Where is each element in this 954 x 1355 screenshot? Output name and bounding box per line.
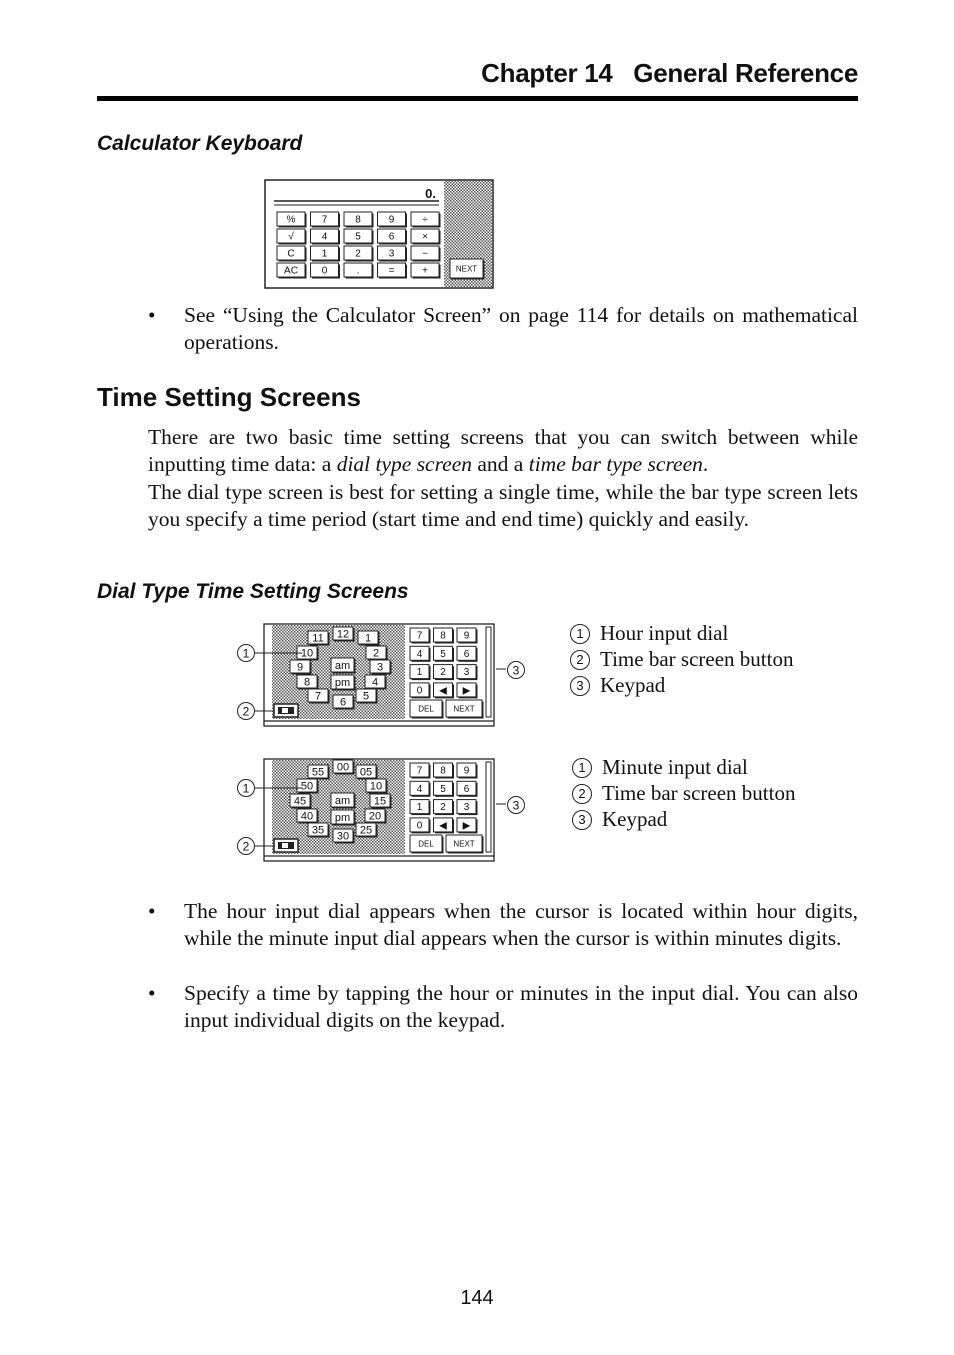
keypad[interactable] [408, 625, 486, 719]
dial-value[interactable] [308, 631, 330, 646]
svg-text:11: 11 [312, 632, 324, 645]
svg-text:8: 8 [440, 765, 446, 777]
svg-text:55: 55 [311, 766, 325, 779]
dial-value[interactable] [333, 829, 355, 844]
para1-em-dial: dial type screen [336, 452, 473, 477]
calculator-key[interactable] [378, 212, 408, 228]
calculator-keyboard-image [264, 179, 496, 291]
svg-text:20: 20 [368, 810, 382, 823]
svg-text:2: 2 [372, 647, 380, 660]
svg-text:9: 9 [463, 630, 470, 642]
legend-text: Keypad [602, 807, 668, 831]
calculator-key[interactable] [277, 212, 307, 228]
calculator-next-button[interactable] [450, 259, 485, 280]
scrollbar[interactable] [486, 627, 491, 717]
am-button[interactable] [331, 658, 356, 674]
svg-text:2: 2 [355, 248, 361, 260]
callout-3 [496, 797, 525, 814]
hour-legend-item [570, 646, 793, 672]
calculator-key[interactable] [411, 246, 441, 262]
svg-text:0: 0 [416, 820, 423, 832]
svg-text:7: 7 [321, 214, 328, 226]
svg-text:1: 1 [242, 781, 250, 796]
svg-text:◀: ◀ [439, 685, 447, 697]
legend-text: Minute input dial [602, 755, 748, 779]
chapter-title: Chapter 14 General Reference [481, 58, 858, 88]
bullet-dot: • [148, 981, 156, 1005]
legend-number: 3 [572, 810, 592, 830]
svg-text:+: + [422, 265, 428, 277]
keypad-key[interactable] [434, 800, 455, 816]
calculator-key[interactable] [311, 263, 341, 279]
svg-text:pm: pm [334, 676, 351, 689]
svg-text:45: 45 [293, 795, 307, 808]
svg-text:3: 3 [463, 802, 470, 814]
svg-text:10: 10 [300, 647, 314, 660]
keypad-key[interactable] [457, 781, 478, 797]
dial-bullet-1-text: The hour input dial appears when the cursor is located within hour digits, while the minute input dial appears when the cursor is within minutes digits. [184, 899, 858, 951]
calculator-display-value: 0. [425, 186, 436, 201]
svg-text:5: 5 [362, 690, 370, 703]
keypad-key[interactable] [457, 665, 478, 681]
dial-value[interactable] [297, 809, 319, 824]
legend-text: Keypad [600, 673, 666, 697]
svg-text:▶: ▶ [462, 820, 471, 832]
bullet-dot: • [148, 899, 156, 923]
svg-text:00: 00 [336, 761, 350, 774]
keypad-key[interactable] [410, 683, 431, 699]
keypad-key[interactable] [410, 800, 431, 816]
callout-3 [496, 662, 525, 679]
calculator-key[interactable] [277, 229, 307, 245]
svg-text:%: % [286, 214, 296, 226]
svg-text:×: × [422, 231, 428, 243]
svg-text:√: √ [288, 231, 294, 243]
svg-text:2: 2 [440, 802, 446, 814]
minute-legend [572, 754, 795, 832]
svg-text:4: 4 [416, 648, 423, 660]
dial-screens-heading: Dial Type Time Setting Screens [97, 580, 409, 603]
keypad-key[interactable] [410, 763, 431, 779]
svg-text:▶: ▶ [462, 685, 471, 697]
calculator-key[interactable] [378, 229, 408, 245]
svg-text:0: 0 [416, 685, 423, 697]
calculator-key[interactable] [277, 246, 307, 262]
hour-dial-screen-image [234, 619, 534, 731]
svg-text:4: 4 [371, 676, 379, 689]
calculator-key[interactable] [311, 212, 341, 228]
svg-text:1: 1 [416, 667, 423, 679]
calculator-key[interactable] [344, 229, 374, 245]
svg-text:6: 6 [388, 231, 395, 243]
svg-text:6: 6 [463, 648, 470, 660]
svg-text:=: = [388, 265, 395, 277]
legend-number: 3 [570, 676, 590, 696]
svg-text:8: 8 [303, 676, 311, 689]
calculator-key[interactable] [344, 246, 374, 262]
keypad-key[interactable] [457, 818, 478, 834]
svg-text:50: 50 [300, 780, 314, 793]
dial-bullet-1 [148, 898, 858, 953]
svg-text:8: 8 [355, 214, 361, 226]
svg-text:am: am [334, 659, 351, 672]
pm-button[interactable] [331, 675, 356, 691]
svg-text:7: 7 [416, 630, 423, 642]
bullet-dot: • [148, 303, 156, 327]
svg-text:NEXT: NEXT [453, 839, 475, 849]
svg-text:pm: pm [334, 811, 351, 824]
next-button[interactable] [446, 835, 484, 854]
keypad-key[interactable] [434, 781, 455, 797]
time-setting-paragraph-2: The dial type screen is best for setting a single time, while the bar type screen lets you specify a time period (start time and end time) quickly and easily. [148, 480, 858, 532]
legend-number: 2 [572, 784, 592, 804]
svg-text:3: 3 [512, 798, 520, 813]
calculator-key[interactable] [378, 246, 408, 262]
minute-legend-item [572, 806, 795, 832]
svg-text:12: 12 [336, 628, 350, 641]
svg-text:3: 3 [512, 663, 520, 678]
dial-value[interactable] [356, 823, 378, 838]
legend-number: 2 [570, 650, 590, 670]
time-bar-screen-button[interactable] [274, 839, 298, 852]
dial-value[interactable] [297, 779, 319, 794]
keypad-key[interactable] [434, 683, 455, 699]
keypad-key[interactable] [434, 818, 455, 834]
svg-text:35: 35 [311, 824, 325, 837]
svg-text:1: 1 [321, 248, 328, 260]
pm-button[interactable] [331, 810, 356, 826]
calculator-key[interactable] [277, 263, 307, 279]
hour-legend-item [570, 620, 793, 646]
calculator-key[interactable] [411, 212, 441, 228]
para1-text-c: . [702, 452, 709, 477]
keypad-key[interactable] [457, 683, 478, 699]
para1-em-bar: time bar type screen [528, 452, 703, 477]
dial-bullet-2 [148, 980, 858, 1035]
dial-bullet-2-text: Specify a time by tapping the hour or minutes in the input dial. You can also input individual digits on the keypad. [184, 981, 858, 1033]
minute-legend-item [572, 754, 795, 780]
keypad-key[interactable] [410, 646, 431, 662]
minute-dial-screen-image [234, 754, 534, 866]
dial-value[interactable] [290, 794, 312, 809]
dial-value[interactable] [333, 627, 355, 642]
svg-text:4: 4 [321, 231, 328, 243]
keypad-key[interactable] [410, 665, 431, 681]
dial-value[interactable] [366, 646, 388, 661]
svg-text:5: 5 [440, 648, 446, 660]
dial-value[interactable] [308, 823, 330, 838]
svg-text:am: am [334, 794, 351, 807]
svg-text:5: 5 [355, 231, 361, 243]
hour-legend-item [570, 672, 793, 698]
legend-number: 1 [572, 758, 592, 778]
svg-text:3: 3 [388, 248, 395, 260]
svg-text:1: 1 [242, 646, 250, 661]
minute-legend-item [572, 780, 795, 806]
svg-text:◀: ◀ [439, 820, 447, 832]
time-setting-paragraph-1 [148, 424, 858, 479]
svg-text:3: 3 [376, 661, 384, 674]
keypad-key[interactable] [434, 763, 455, 779]
svg-text:10: 10 [369, 780, 383, 793]
svg-text:DEL: DEL [418, 839, 434, 849]
svg-text:9: 9 [388, 214, 395, 226]
keypad-key[interactable] [434, 646, 455, 662]
dial-value[interactable] [290, 660, 312, 675]
keypad-key[interactable] [410, 818, 431, 834]
svg-text:NEXT: NEXT [453, 704, 475, 714]
svg-text:15: 15 [373, 795, 387, 808]
dial-value[interactable] [297, 675, 319, 690]
dial-value[interactable] [308, 689, 330, 704]
svg-text:2: 2 [440, 667, 446, 679]
svg-text:0: 0 [321, 265, 328, 277]
legend-text: Hour input dial [600, 621, 729, 645]
para1-text-b: and a [472, 452, 529, 477]
svg-text:6: 6 [463, 783, 470, 795]
svg-text:DEL: DEL [418, 704, 434, 714]
dial-value[interactable] [333, 695, 355, 710]
calculator-key[interactable] [311, 229, 341, 245]
svg-text:40: 40 [300, 810, 314, 823]
keypad[interactable] [408, 760, 486, 854]
calculator-key[interactable] [411, 263, 441, 279]
calculator-key[interactable] [344, 212, 374, 228]
keypad-key[interactable] [457, 628, 478, 644]
keypad-key[interactable] [457, 646, 478, 662]
svg-text:C: C [287, 248, 295, 260]
legend-text: Time bar screen button [602, 781, 796, 805]
calculator-key[interactable] [411, 229, 441, 245]
svg-text:.: . [356, 265, 360, 277]
dial-value[interactable] [356, 689, 378, 704]
svg-text:3: 3 [463, 667, 470, 679]
svg-text:5: 5 [440, 783, 446, 795]
legend-text: Time bar screen button [600, 647, 794, 671]
calculator-bullet-text: See “Using the Calculator Screen” on page 114 for details on mathematical operations. [184, 303, 858, 355]
calculator-heading: Calculator Keyboard [97, 132, 303, 155]
svg-text:9: 9 [296, 661, 304, 674]
svg-text:05: 05 [359, 766, 373, 779]
hour-legend [570, 620, 793, 698]
am-button[interactable] [331, 793, 356, 809]
svg-text:7: 7 [314, 690, 322, 703]
del-button[interactable] [410, 835, 444, 854]
svg-text:30: 30 [336, 830, 350, 843]
calculator-key[interactable] [311, 246, 341, 262]
dial-value[interactable] [370, 660, 392, 675]
calculator-key[interactable] [378, 263, 408, 279]
svg-text:8: 8 [440, 630, 446, 642]
calculator-bullet [148, 302, 858, 357]
dial-value[interactable] [308, 765, 330, 780]
svg-text:÷: ÷ [422, 214, 428, 226]
keypad-key[interactable] [434, 665, 455, 681]
svg-text:9: 9 [463, 765, 470, 777]
next-button[interactable] [446, 700, 484, 719]
para1-text-a: There are two basic time setting screens that you can switch between while inputting time data: a [148, 425, 858, 477]
svg-text:4: 4 [416, 783, 423, 795]
header-rule [97, 96, 858, 101]
keypad-key[interactable] [410, 781, 431, 797]
dial-value[interactable] [365, 675, 387, 690]
time-bar-screen-button[interactable] [274, 704, 298, 717]
svg-text:2: 2 [242, 839, 250, 854]
svg-text:−: − [422, 248, 428, 260]
calculator-key[interactable] [344, 263, 374, 279]
svg-text:1: 1 [364, 632, 372, 645]
dial-value[interactable] [356, 765, 378, 780]
svg-text:NEXT: NEXT [455, 264, 478, 274]
keypad-key[interactable] [457, 800, 478, 816]
svg-text:25: 25 [359, 824, 373, 837]
keypad-key[interactable] [457, 763, 478, 779]
svg-text:2: 2 [242, 704, 250, 719]
page-number: 144 [460, 1287, 494, 1309]
legend-number: 1 [570, 624, 590, 644]
del-button[interactable] [410, 700, 444, 719]
svg-text:AC: AC [284, 265, 298, 277]
dial-value[interactable] [366, 779, 388, 794]
keypad-key[interactable] [410, 628, 431, 644]
scrollbar[interactable] [486, 762, 491, 852]
svg-text:7: 7 [416, 765, 423, 777]
svg-text:6: 6 [339, 696, 347, 709]
dial-value[interactable] [370, 794, 392, 809]
dial-value[interactable] [365, 809, 387, 824]
keypad-key[interactable] [434, 628, 455, 644]
dial-value[interactable] [333, 760, 355, 775]
time-setting-heading: Time Setting Screens [97, 382, 361, 412]
svg-text:1: 1 [416, 802, 423, 814]
dial-value[interactable] [358, 631, 380, 646]
